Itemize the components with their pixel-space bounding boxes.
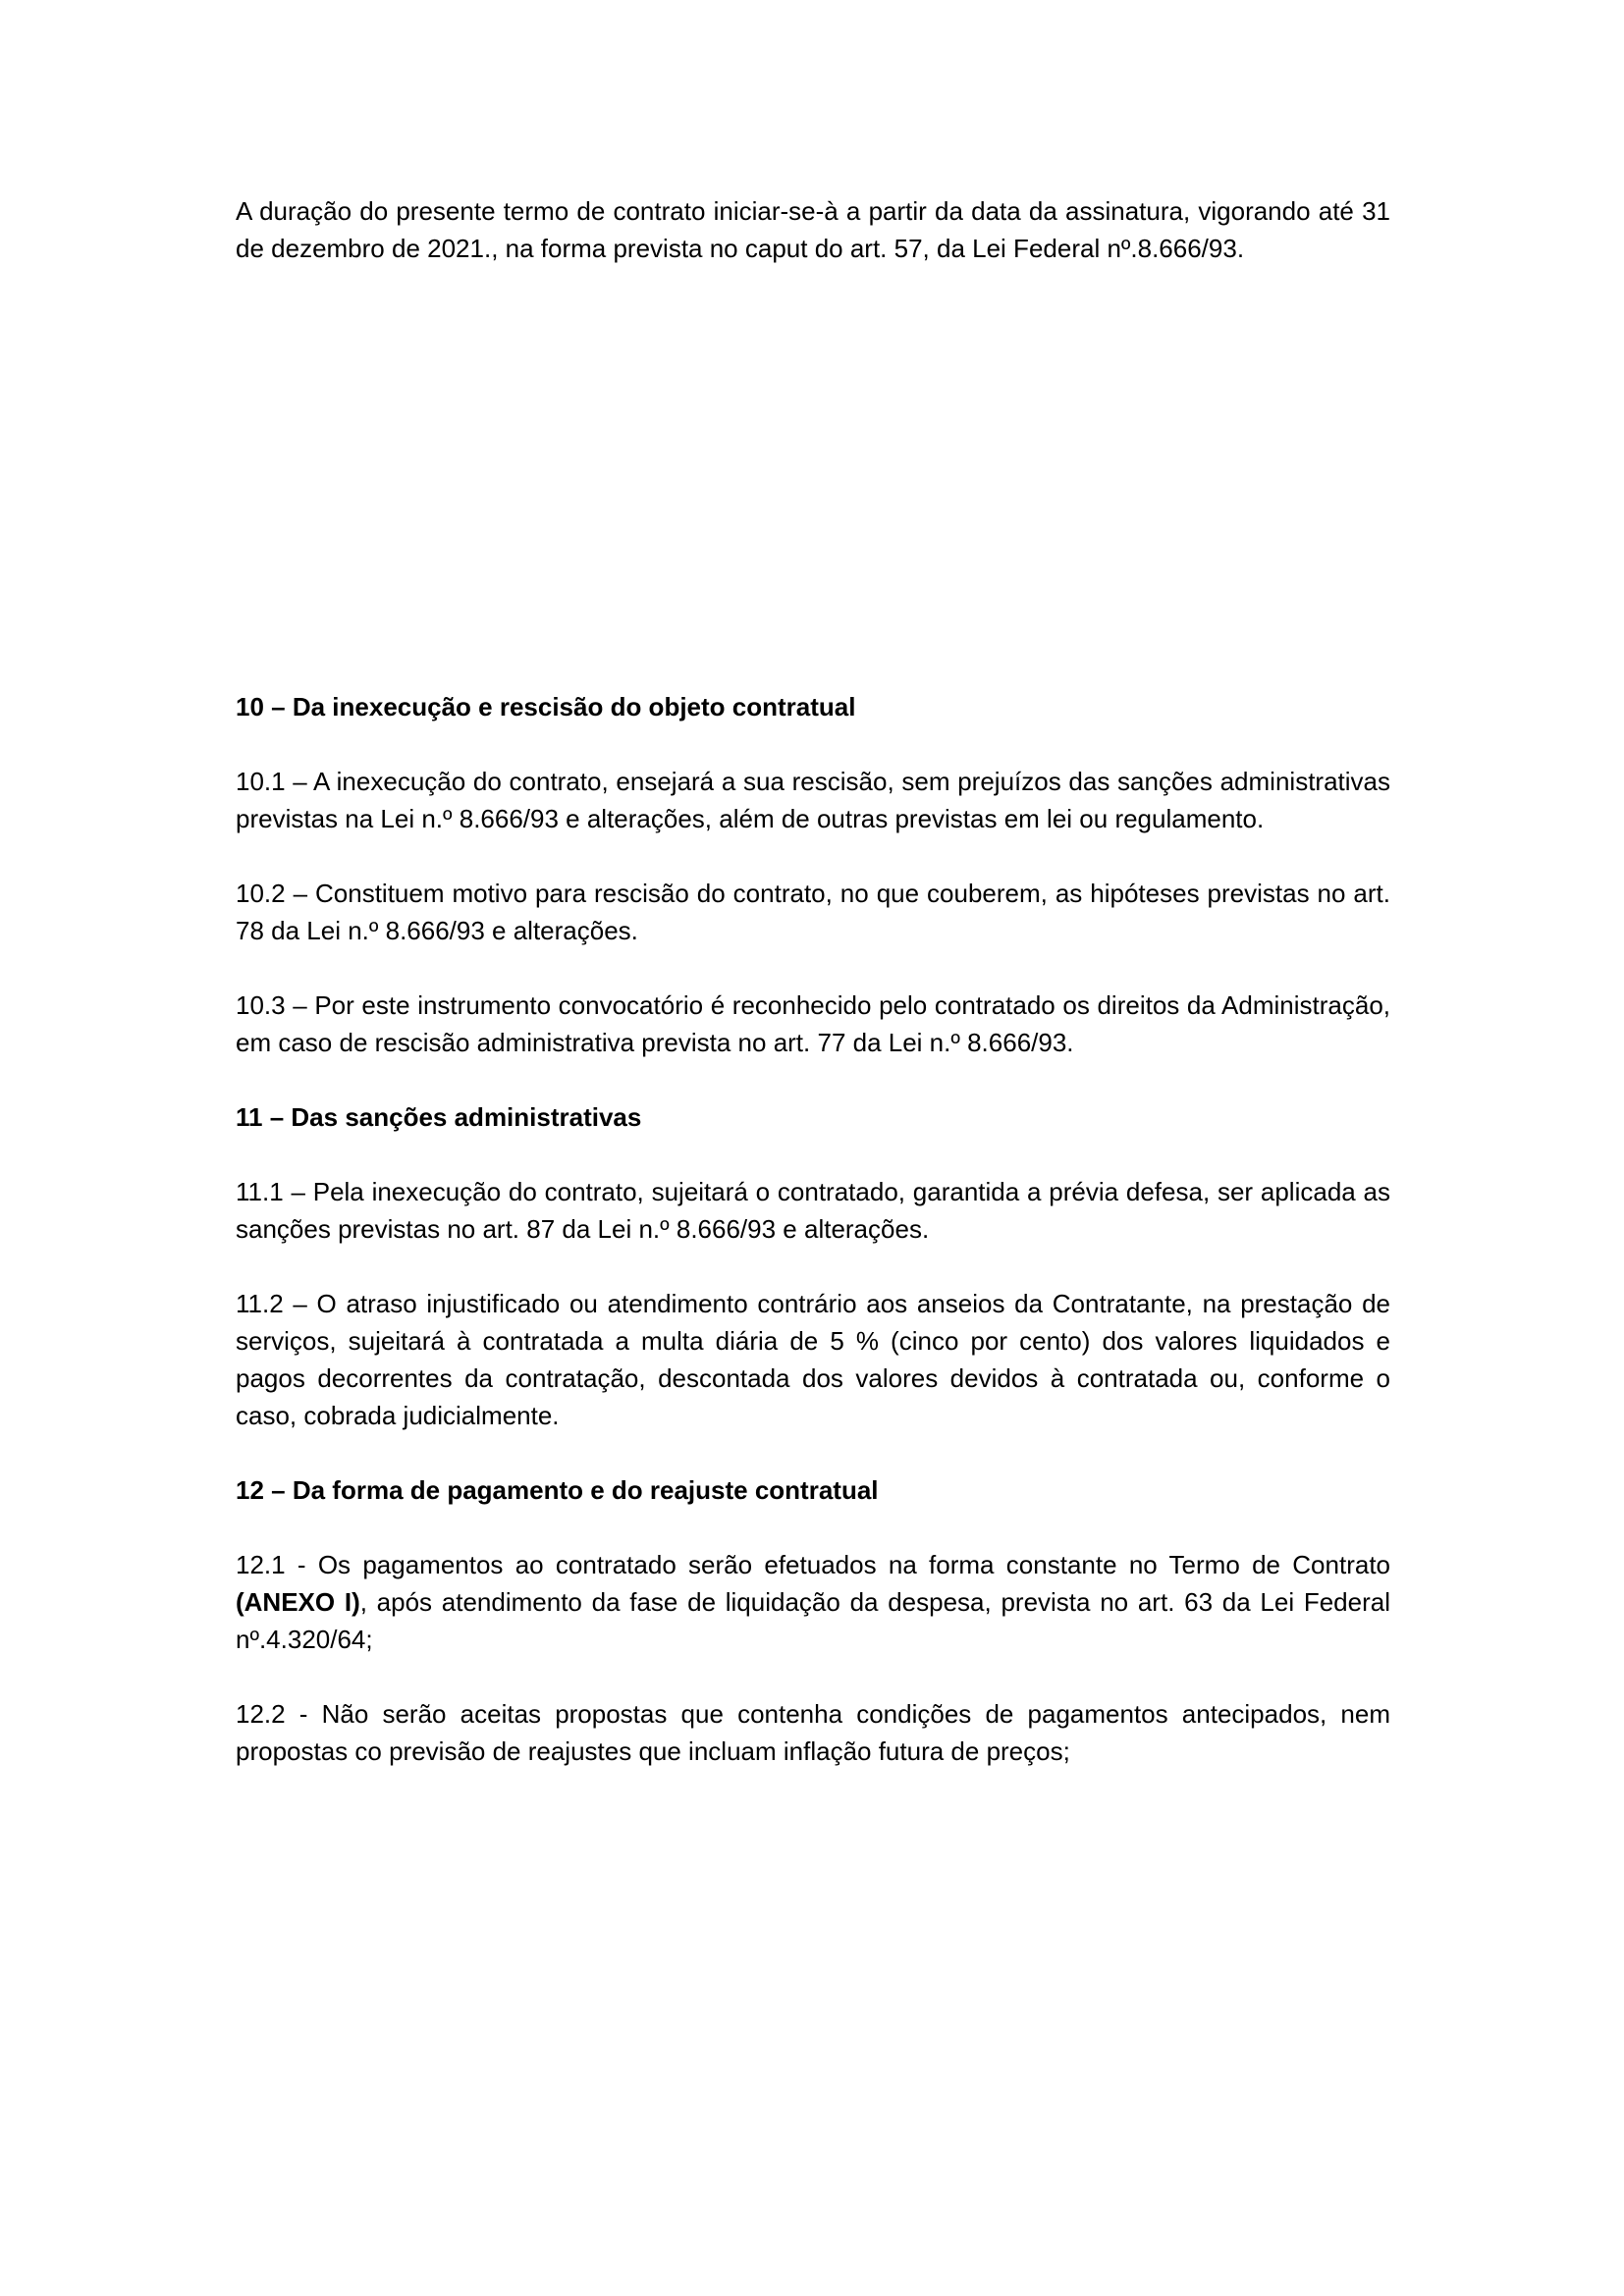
paragraph-11-2: 11.2 – O atraso injustificado ou atendimento contrário aos anseios da Contratante, na prestação de serviços, sujeitará à contratada a multa diária de 5 % (cinco por cento) dos valores liquidados e pagos decorrentes da contratação, descontada dos valores devidos à contratada ou, conforme o caso, cobrada judicialmente. (236, 1289, 1390, 1430)
paragraph-10-2: 10.2 – Constituem motivo para rescisão do contrato, no que couberem, as hipóteses previstas no art. 78 da Lei n.º 8.666/93 e alterações. (236, 879, 1390, 945)
paragraph-10-3: 10.3 – Por este instrumento convocatório é reconhecido pelo contratado os direitos da Administração, em caso de rescisão administrativa prevista no art. 77 da Lei n.º 8.666/93. (236, 990, 1390, 1057)
paragraph-12-2: 12.2 - Não serão aceitas propostas que contenha condições de pagamentos antecipados, nem propostas co previsão de reajustes que incluam inflação futura de preços; (236, 1699, 1390, 1766)
paragraph-contract-duration: A duração do presente termo de contrato iniciar-se-à a partir da data da assinatura, vigorando até 31 de dezembro de 2021., na forma prevista no caput do art. 57, da Lei Federal nº.8.666/93. (236, 196, 1390, 263)
paragraph-11-1: 11.1 – Pela inexecução do contrato, sujeitará o contratado, garantida a prévia defesa, ser aplicada as sanções previstas no art. 87 da Lei n.º 8.666/93 e alterações. (236, 1177, 1390, 1244)
section-12-heading: 12 – Da forma de pagamento e do reajuste contratual (236, 1475, 879, 1505)
paragraph-12-1 (236, 1546, 1390, 1658)
section-10-heading: 10 – Da inexecução e rescisão do objeto contratual (236, 692, 856, 721)
text-segment: , após atendimento da fase de liquidação da despesa, prevista no art. 63 da Lei Federal nº.4.320/64; (236, 1587, 1390, 1654)
document-content (236, 192, 1390, 1807)
text-segment: 12.1 - Os pagamentos ao contratado serão efetuados na forma constante no Termo de Contrato (236, 1550, 1390, 1579)
bold-text-segment: (ANEXO I) (236, 1587, 360, 1617)
paragraph-10-1: 10.1 – A inexecução do contrato, ensejará a sua rescisão, sem prejuízos das sanções administrativas previstas na Lei n.º 8.666/93 e alterações, além de outras previstas em lei ou regulamento. (236, 767, 1390, 833)
section-11-heading: 11 – Das sanções administrativas (236, 1102, 642, 1132)
